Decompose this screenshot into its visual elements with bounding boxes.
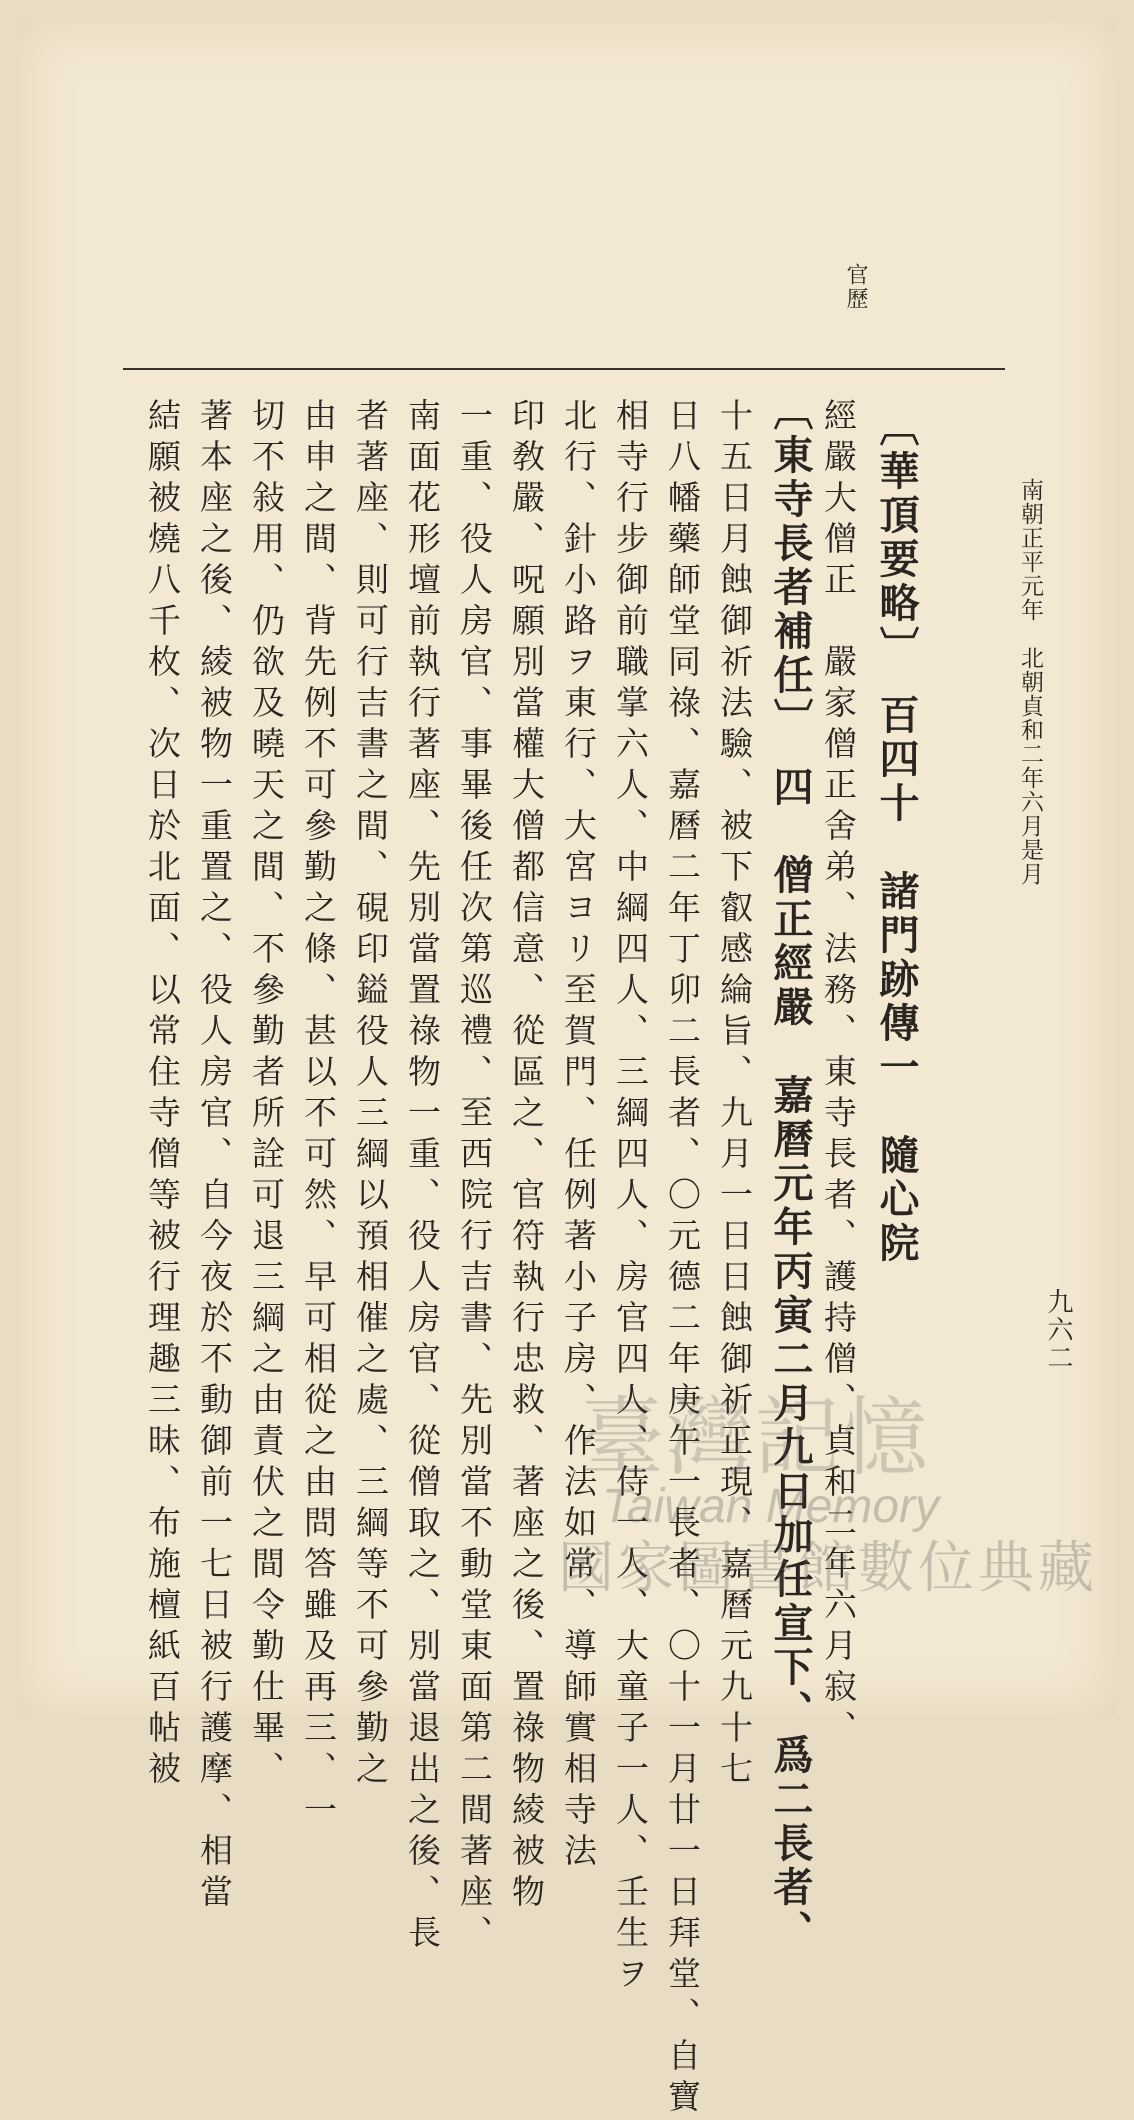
header-rule — [123, 368, 1005, 370]
document-page — [18, 18, 1116, 2120]
text-column: 結願被燒八千枚、次日於北面、以常住寺僧等被行理趣三昧、布施檀紙百帖被 — [143, 398, 182, 1792]
text-column: 日八幡藥師堂同祿、嘉曆二年丁卯二長者、〇元德二年庚午一長者、〇十一月廿一日拜堂、自寶 — [663, 398, 702, 2120]
text-column: 經嚴大僧正 嚴家僧正舍弟、法務、東寺長者、護持僧、貞和二年六月寂、 — [819, 398, 858, 1751]
watermark-institution: 國家圖書館數位典藏 — [558, 1536, 1098, 1599]
text-column: 一重、役人房官、事畢後任次第巡禮、至西院行吉書、先別當不動堂東面第二間著座、 — [455, 398, 494, 1956]
text-column: 北行、針小路ヲ東行、大宮ヨリ至賀門、任例著小子房、作法如常、導師實相寺法 — [559, 398, 598, 1874]
text-column: 由申之間、背先例不可參勤之條、甚以不可然、早可相從之由問答雖及再三、一 — [299, 398, 338, 1833]
running-header-title: 官歷 — [843, 263, 868, 311]
text-column: 〔華頂要略〕 百四十 諸門跡傳一 隨心院 — [873, 406, 920, 1266]
text-column: 相寺行步御前職掌六人、中綱四人、三綱四人、房官四人、侍一人、大童子一人、壬生ヲ — [611, 398, 650, 1997]
text-column: 南面花形壇前執行著座、先別當置祿物一重、役人房官、從僧取之、別當退出之後、長 — [403, 398, 442, 1956]
text-column: 印敎嚴、呪願別當權大僧都信意、從區之、官符執行忠救、著座之後、置祿物綾被物 — [507, 398, 546, 1915]
page-number: 九六二 — [1043, 1288, 1073, 1372]
watermark-english: Taiwan Memory — [602, 1480, 940, 1533]
text-column: 著本座之後、綾被物一重置之、役人房官、自今夜於不動御前一七日被行護摩、相當 — [195, 398, 234, 1915]
text-column: 〔東寺長者補任〕 四 僧正經嚴 嘉曆元年丙寅二月九日加任宣下、爲二長者、 — [767, 390, 814, 1954]
watermark-logo: 臺灣記憶 — [578, 1388, 930, 1488]
text-column: 十五日月蝕御祈法驗、被下叡感綸旨、九月一日日蝕御祈正現、嘉曆元九十七 — [715, 398, 754, 1792]
running-header-date: 南朝正平元年 北朝貞和二年六月是月 — [1017, 478, 1043, 886]
text-column: 者著座、則可行吉書之間、硯印鎰役人三綱以預相催之處、三綱等不可參勤之 — [351, 398, 390, 1792]
text-column: 切不敍用、仍欲及曉天之間、不參勤者所詮可退三綱之由責伏之間令勤仕畢、 — [247, 398, 286, 1792]
